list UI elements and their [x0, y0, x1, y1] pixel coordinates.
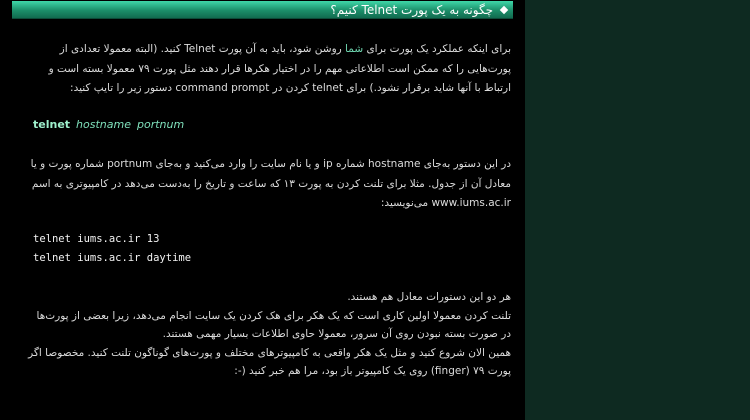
intro-suffix: روشن شود، باید به آن پورت Telnet کنید. (البته معمولا تعدادی از پورت‌هایی را که ممکن است اطلاعاتی مهم را در اختیار هکرها قرار دهند مثل پورت ۷۹ معمولا بسته است و ارتباط با آنها شاید برقرار نشود.) برای telnet کردن در command prompt دستور زیر را تایپ کنید:	[48, 43, 511, 94]
telnet-syntax	[33, 118, 184, 131]
intro-prefix: برای اینکه عملکرد یک پورت برای	[363, 43, 511, 55]
diamond-bullet-icon	[500, 5, 508, 13]
syntax-portnum: portnum	[137, 118, 185, 131]
syntax-hostname: hostname	[76, 118, 131, 131]
closing-paragraph	[26, 288, 511, 381]
closing-line-1: هر دو این دستورات معادل هم هستند.	[347, 291, 511, 303]
intro-paragraph	[26, 40, 511, 99]
article-title-bar	[12, 1, 513, 19]
syntax-command: telnet	[33, 118, 71, 131]
closing-line-2: تلنت کردن معمولا اولین کاری است که یک هکر برای هک کردن یک سایت انجام می‌دهد، زیرا بعضی از پورت‌ها در صورت بسته نبودن روی آن سرور، معمولا حاوی اطلاعات بسیار مهمی هستند.	[36, 309, 511, 340]
closing-line-3: همین الان شروع کنید و مثل یک هکر واقعی به کامپیوترهای مختلف و پورت‌های گوناگون تلنت کنید. مخصوصا اگر پورت ۷۹ (finger) روی یک کامپیوتر باز بود، مرا هم خبر کنید (-:	[28, 346, 511, 377]
example-command-1: telnet iums.ac.ir 13	[33, 233, 160, 245]
right-sidebar-panel	[525, 0, 750, 420]
explanation-paragraph: در این دستور به‌جای hostname شماره ip و یا نام سایت را وارد می‌کنید و به‌جای portnum شماره پورت و یا معادل آن از جدول. مثلا برای تلنت کردن به پورت ۱۳ که ساعت و تاریخ را به‌دست می‌دهد در کامپیوتری به اسم www.iums.ac.ir می‌نویسید:	[30, 158, 511, 209]
article-title: چگونه به یک پورت Telnet کنیم؟	[330, 2, 493, 17]
intro-highlight: شما	[345, 43, 364, 55]
example-command-2: telnet iums.ac.ir daytime	[33, 252, 192, 264]
